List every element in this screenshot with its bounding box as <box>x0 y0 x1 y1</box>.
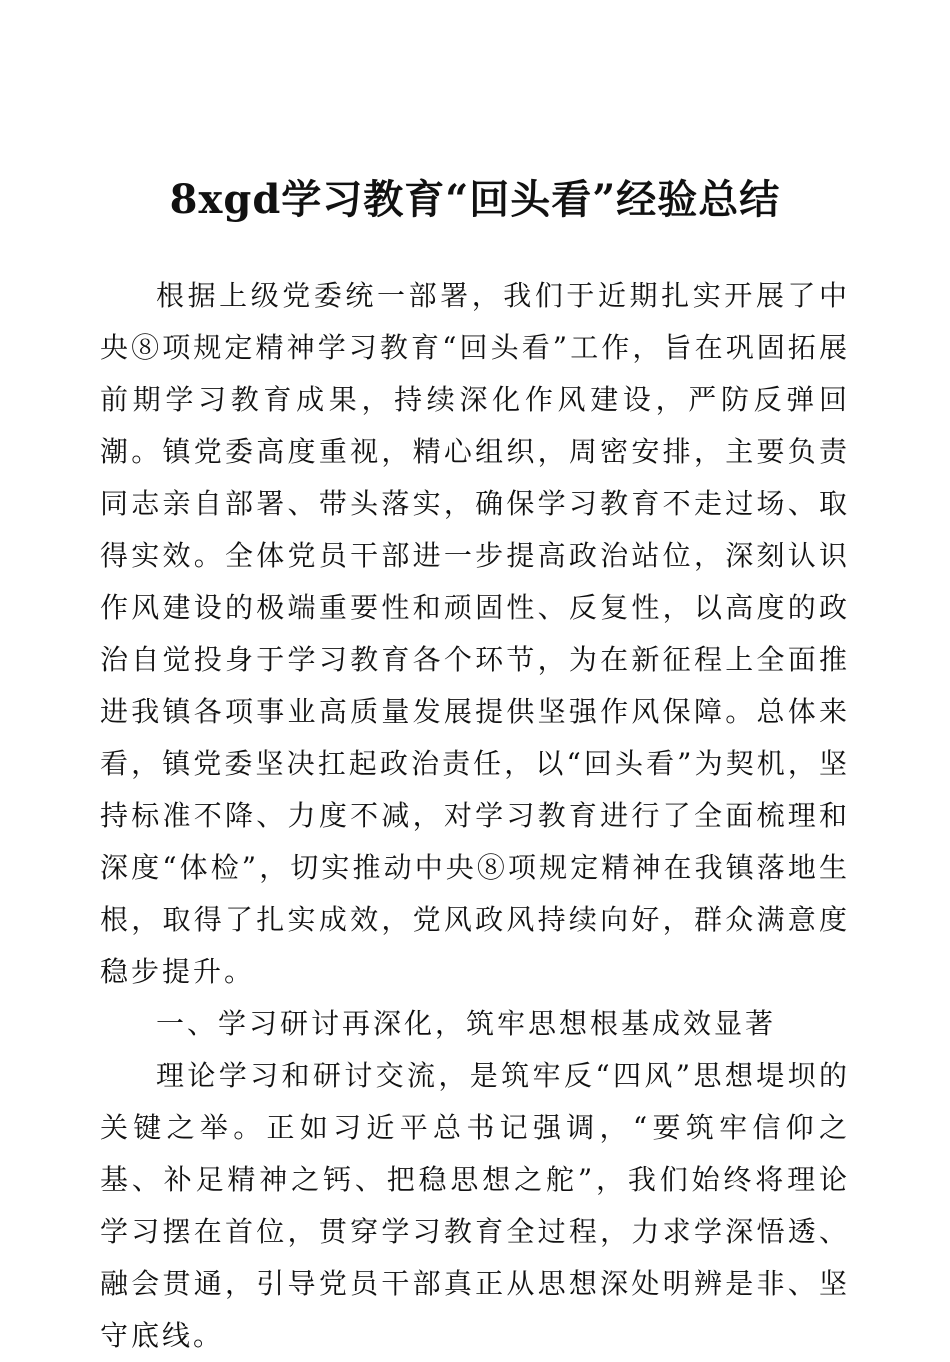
intro-paragraph: 根据上级党委统一部署，我们于近期扎实开展了中央⑧项规定精神学习教育“回头看”工作，旨在巩固拓展前期学习教育成果，持续深化作风建设，严防反弹回潮。镇党委高度重视，精心组织，周密安排，主要负责同志亲自部署、带头落实，确保学习教育不走过场、取得实效。全体党员干部进一步提高政治站位，深刻认识作风建设的极端重要性和顽固性、反复性，以高度的政治自觉投身于学习教育各个环节，为在新征程上全面推进我镇各项事业高质量发展提供坚强作风保障。总体来看，镇党委坚决扛起政治责任，以“回头看”为契机，坚持标准不降、力度不减，对学习教育进行了全面梳理和深度“体检”，切实推动中央⑧项规定精神在我镇落地生根，取得了扎实成效，党风政风持续向好，群众满意度稳步提升。 <box>100 279 850 988</box>
section-heading: 一、学习研讨再深化，筑牢思想根基成效显著 <box>156 1007 777 1040</box>
document-body <box>100 270 850 1362</box>
document-title: 8xgd学习教育“回头看”经验总结 <box>169 176 781 223</box>
section-paragraph: 理论学习和研讨交流，是筑牢反“四风”思想堤坝的关键之举。正如习近平总书记强调，“要筑牢信仰之基、补足精神之钙、把稳思想之舵”，我们始终将理论学习摆在首位，贯穿学习教育全过程，力求学深悟透、融会贯通，引导党员干部真正从思想深处明辨是非、坚守底线。 <box>100 1059 850 1352</box>
